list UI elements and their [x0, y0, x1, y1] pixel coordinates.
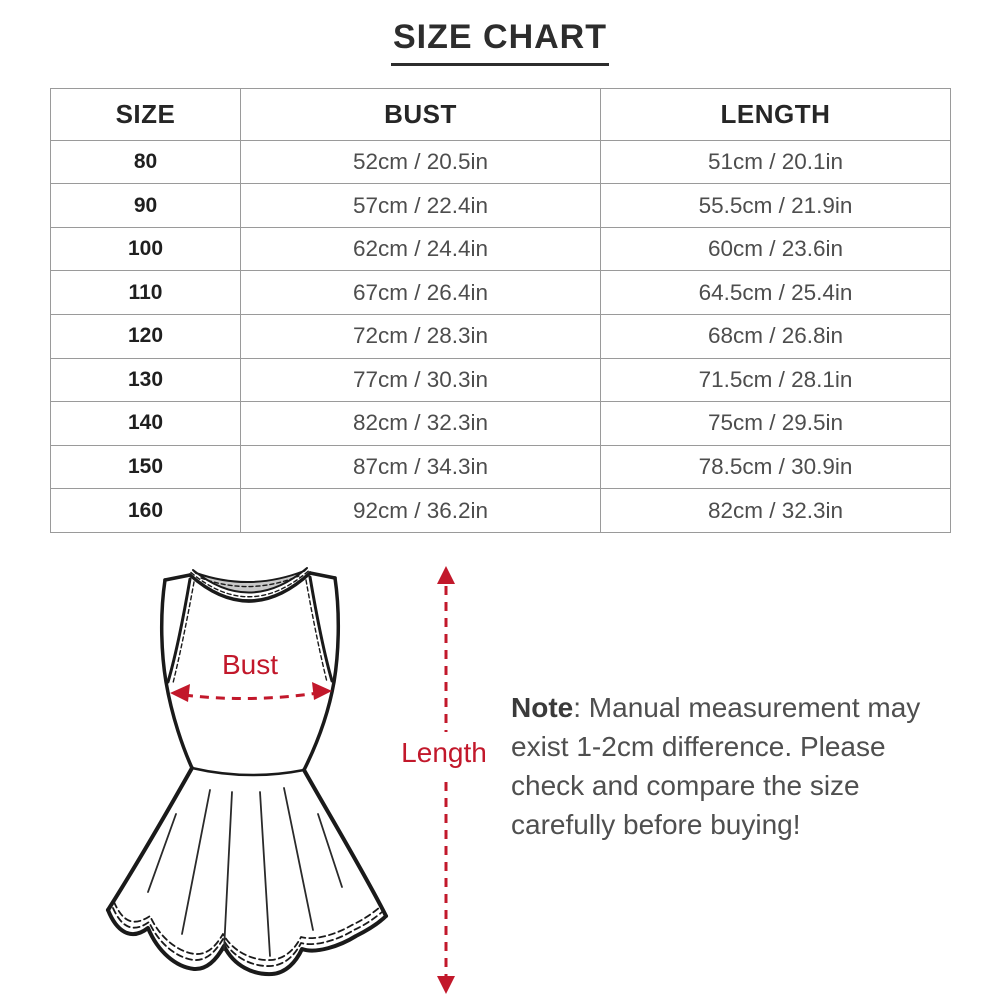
size-cell: 90 — [51, 184, 241, 228]
bust-cell: 52cm / 20.5in — [241, 140, 601, 184]
column-header-size: SIZE — [51, 89, 241, 141]
bust-cell: 77cm / 30.3in — [241, 358, 601, 402]
table-row — [51, 402, 951, 446]
dress-side-left — [162, 580, 192, 768]
dress-armhole-left — [168, 579, 190, 682]
bust-label: Bust — [221, 649, 279, 680]
table-row — [51, 358, 951, 402]
bust-cell: 82cm / 32.3in — [241, 402, 601, 446]
length-cell: 55.5cm / 21.9in — [601, 184, 951, 228]
size-cell: 80 — [51, 140, 241, 184]
bust-cell: 67cm / 26.4in — [241, 271, 601, 315]
length-cell: 64.5cm / 25.4in — [601, 271, 951, 315]
dress-hem — [108, 910, 386, 974]
bust-cell: 87cm / 34.3in — [241, 445, 601, 489]
column-header-bust: BUST — [241, 89, 601, 141]
size-cell: 120 — [51, 314, 241, 358]
dress-hem-stitch-1 — [114, 902, 380, 960]
size-table — [50, 88, 951, 533]
table-row — [51, 271, 951, 315]
dress-skirt-right — [304, 770, 386, 916]
bust-arrowhead-left — [170, 684, 190, 702]
table-row — [51, 489, 951, 533]
dress-skirt-folds — [148, 788, 342, 956]
header-row — [51, 89, 951, 141]
size-cell: 150 — [51, 445, 241, 489]
column-header-length: LENGTH — [601, 89, 951, 141]
length-label: Length — [401, 737, 487, 768]
length-arrow — [401, 566, 487, 994]
table-row — [51, 445, 951, 489]
length-cell: 51cm / 20.1in — [601, 140, 951, 184]
bust-cell: 62cm / 24.4in — [241, 227, 601, 271]
dress-armhole-right-stitch — [306, 580, 327, 682]
length-arrowhead-bottom — [437, 976, 455, 994]
bust-cell: 92cm / 36.2in — [241, 489, 601, 533]
table-row — [51, 184, 951, 228]
size-cell: 160 — [51, 489, 241, 533]
bust-arrow — [170, 649, 332, 702]
dress-armhole-right — [310, 577, 332, 681]
length-cell: 78.5cm / 30.9in — [601, 445, 951, 489]
bust-cell: 72cm / 28.3in — [241, 314, 601, 358]
length-cell: 75cm / 29.5in — [601, 402, 951, 446]
dress-waist-seam — [192, 768, 304, 775]
dress-armhole-left-stitch — [173, 582, 194, 683]
size-cell: 100 — [51, 227, 241, 271]
dress-strap-right — [310, 573, 335, 578]
bust-cell: 57cm / 22.4in — [241, 184, 601, 228]
dress-side-right — [304, 578, 338, 770]
page-title: SIZE CHART — [391, 18, 609, 66]
length-cell: 82cm / 32.3in — [601, 489, 951, 533]
length-cell: 60cm / 23.6in — [601, 227, 951, 271]
length-arrowhead-top — [437, 566, 455, 584]
table-row — [51, 140, 951, 184]
length-cell: 68cm / 26.8in — [601, 314, 951, 358]
table-row — [51, 227, 951, 271]
table-row — [51, 314, 951, 358]
dress-outline — [108, 568, 386, 974]
note-body: : Manual measurement may exist 1-2cm difference. Please check and compare the size carefully before buying! — [511, 692, 921, 840]
length-cell: 71.5cm / 28.1in — [601, 358, 951, 402]
note-text — [511, 688, 961, 844]
dress-illustration — [90, 552, 490, 1000]
size-cell: 130 — [51, 358, 241, 402]
size-cell: 110 — [51, 271, 241, 315]
title-wrap — [0, 18, 1000, 66]
bust-arrowhead-right — [312, 682, 332, 700]
dress-strap-left — [165, 575, 190, 580]
size-cell: 140 — [51, 402, 241, 446]
note-label: Note — [511, 692, 574, 723]
